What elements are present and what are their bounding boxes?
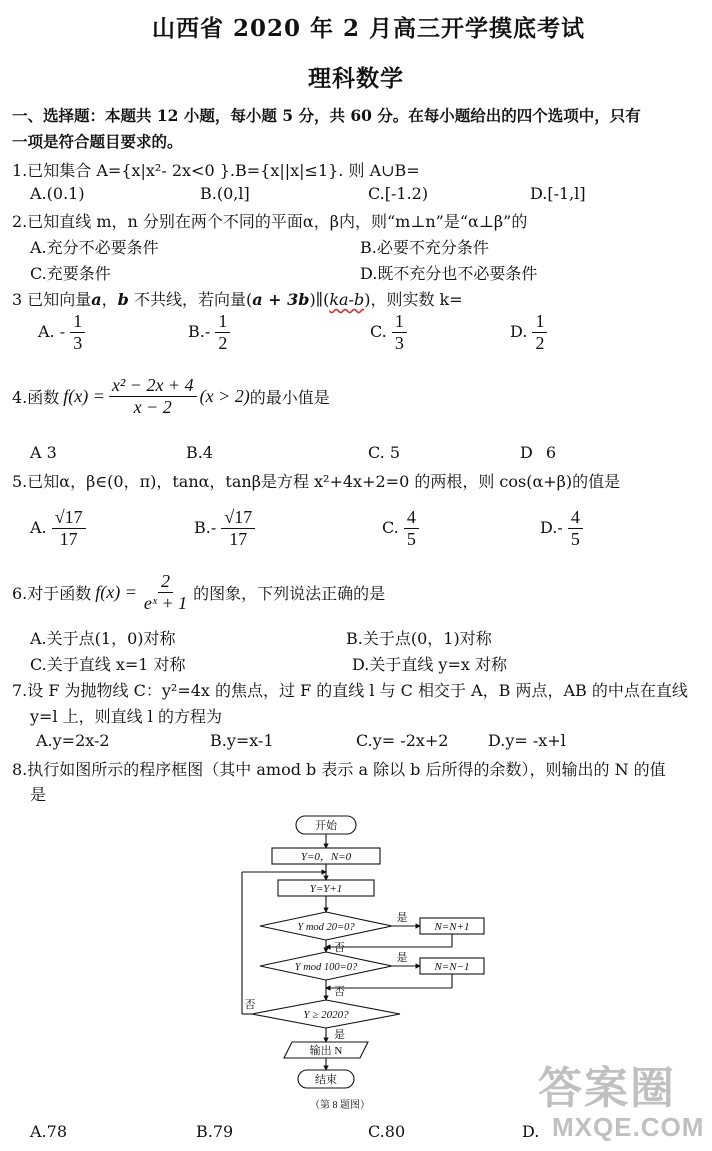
- question-3-stem: [12, 287, 463, 310]
- flow-increment-label: Y=Y+1: [309, 883, 343, 895]
- q6-fx: f(x) =: [95, 581, 137, 602]
- question-2-option-c: C.充要条件: [30, 264, 111, 283]
- q4-denominator: x − 2: [133, 396, 172, 417]
- question-6-stem: 6.对于函数 f(x) = $\frac{2}{\text{eˣ + 1}}$ 的图象，下列说法正确的是: [12, 571, 386, 613]
- flow-no-label-1: 否: [334, 942, 345, 954]
- question-6-option-a: A.关于点(1，0)对称: [30, 629, 176, 648]
- q6-denominator: eˣ + 1: [143, 592, 188, 613]
- flow-yes-label-1: 是: [396, 912, 408, 924]
- question-3-option-c: C. $\frac{1}{3}$: [370, 312, 407, 353]
- question-1-stem: 1.已知集合 A={x|x²- 2x<0 }.B={x||x|≤1}. 则 A∪B=: [12, 161, 420, 180]
- question-3-option-d: D. $\frac{1}{2}$: [510, 312, 547, 353]
- question-7-line2: y=l 上，则直线 l 的方程为: [30, 707, 222, 726]
- question-8-line1: 8.执行如图所示的程序框图（其中 amod b 表示 a 除以 b 后所得的余数），则输出的 N 的值: [12, 760, 666, 779]
- q3-text-e: 不共线，若向量(: [128, 290, 253, 309]
- q6-numerator: 2: [158, 572, 173, 593]
- question-1-option-d: D.[-1,l]: [530, 184, 586, 203]
- question-2-option-b: B.必要不充分条件: [360, 238, 489, 257]
- flow-output-label: 输出 N: [309, 1045, 343, 1057]
- question-2-option-d: D.既不充分也不必要条件: [360, 264, 538, 283]
- section-instructions-line2: 一项是符合题目要求的。: [12, 132, 183, 151]
- question-3-option-b: B.- $\frac{1}{2}$: [188, 312, 230, 353]
- question-8-option-b: B.79: [196, 1122, 234, 1141]
- watermark-site: MXQE.COM: [552, 1112, 705, 1142]
- question-1-option-c: C.[-1.2): [368, 184, 429, 203]
- question-1-option-b: B.(0,l]: [200, 184, 250, 203]
- q4-condition: (x > 2): [199, 385, 250, 406]
- q3-vector-expr-1: a + 3b: [252, 290, 310, 309]
- q4-fx: f(x) =: [63, 385, 105, 406]
- flow-cond1-label: Y mod 20=0?: [297, 922, 355, 933]
- question-6-option-b: B.关于点(0，1)对称: [346, 629, 492, 648]
- flow-act2-label: N=N−1: [434, 961, 470, 973]
- flow-cond3-label: Y ≥ 2020?: [303, 1009, 349, 1021]
- q3-text-a: 3 已知向量: [12, 290, 92, 309]
- question-1-option-a: A.(0.1): [30, 184, 85, 203]
- question-3-option-a: A. - $\frac{1}{3}$: [38, 312, 85, 353]
- question-2-stem: 2.已知直线 m，n 分别在两个不同的平面α，β内，则“m⊥n”是“α⊥β”的: [12, 212, 528, 231]
- q3-vector-expr-2: ka-b: [329, 290, 365, 309]
- vector-a: a: [91, 290, 102, 309]
- subject-title: 理科数学: [308, 65, 404, 92]
- flow-no-label-3: 否: [244, 999, 256, 1011]
- question-4-stem: 4.函数 f(x) = $\frac{\text{x² − 2x + 4}}{x - 2}$ (x > 2) 的最小值是: [12, 375, 330, 417]
- flowchart-caption: （第 8 题图）: [310, 1100, 370, 1111]
- question-4-option-a: A 3: [30, 443, 57, 462]
- q4-numerator: x² − 2x + 4: [109, 376, 197, 397]
- question-4-option-d: D 6: [520, 443, 557, 462]
- q3-text-c: ，: [101, 290, 118, 309]
- watermark-logo: 答案圈: [538, 1064, 676, 1113]
- flow-end-label: 结束: [315, 1074, 337, 1086]
- page-title: 山西省 2020 年 2 月高三开学摸底考试: [152, 15, 586, 42]
- q3-text-g: )∥(: [309, 290, 330, 309]
- flow-yes-label-3: 是: [334, 1029, 345, 1041]
- flow-act1-label: N=N+1: [434, 921, 470, 933]
- flowchart: [230, 808, 490, 1118]
- question-5-option-a: A. $\frac{√17}{17}$: [30, 508, 86, 549]
- question-6-option-c: C.关于直线 x=1 对称: [30, 655, 186, 674]
- question-6-option-d: D.关于直线 y=x 对称: [352, 655, 507, 674]
- flow-no-label-2: 否: [334, 986, 345, 998]
- flow-start-label: 开始: [315, 820, 337, 832]
- question-8-line2: 是: [30, 785, 47, 804]
- q3-text-i: )，则实数 k=: [364, 290, 463, 309]
- vector-b: b: [117, 290, 129, 309]
- question-8-option-d: D.: [522, 1122, 540, 1141]
- question-7-option-d: D.y= -x+l: [488, 731, 566, 750]
- question-8-option-c: C.80: [368, 1122, 406, 1141]
- question-7-line1: 7.设 F 为抛物线 C：y²=4x 的焦点，过 F 的直线 l 与 C 相交于 A，B 两点，AB 的中点在直线: [12, 681, 688, 700]
- question-4-option-b: B.4: [186, 443, 214, 462]
- question-5-option-b: B.- $\frac{√17}{17}$: [194, 508, 255, 549]
- question-2-option-a: A.充分不必要条件: [30, 238, 159, 257]
- flow-init-label: Y=0，N=0: [300, 851, 352, 863]
- question-8-option-a: A.78: [30, 1122, 67, 1141]
- question-5-option-c: C. $\frac{4}{5}$: [382, 508, 419, 549]
- question-7-option-c: C.y= -2x+2: [356, 731, 449, 750]
- flow-yes-label-2: 是: [396, 952, 408, 964]
- question-7-option-b: B.y=x-1: [210, 731, 274, 750]
- question-7-option-a: A.y=2x-2: [36, 731, 110, 750]
- section-instructions-line1: 一、选择题：本题共 12 小题，每小题 5 分，共 60 分。在每小题给出的四个选项中，只有: [12, 106, 641, 125]
- question-5-stem: 5.已知α，β∈(0，π)，tanα，tanβ是方程 x²+4x+2=0 的两根，则 cos(α+β)的值是: [12, 472, 621, 491]
- question-5-option-d: D.- $\frac{4}{5}$: [540, 508, 583, 549]
- flow-cond2-label: Y mod 100=0?: [294, 962, 358, 973]
- question-4-option-c: C. 5: [368, 443, 401, 462]
